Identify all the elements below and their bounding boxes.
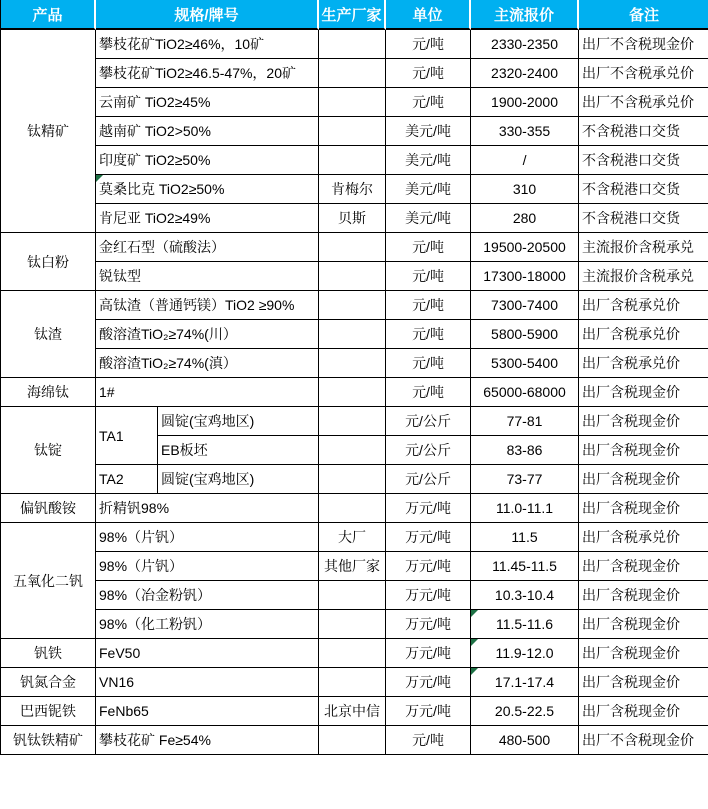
- cell-text: 11.9-12.0: [495, 645, 554, 661]
- table-row: [1, 407, 708, 436]
- price-cell: [471, 30, 579, 59]
- maker-cell: [319, 581, 386, 610]
- note-cell: [579, 88, 708, 117]
- note-cell: [579, 59, 708, 88]
- cell-text: 钛渣: [34, 326, 62, 342]
- cell-text: 攀枝花矿 Fe≥54%: [99, 732, 211, 748]
- price-cell: [471, 610, 579, 639]
- header-unit: 单位: [386, 0, 471, 30]
- price-cell: [471, 320, 579, 349]
- price-cell: [471, 465, 579, 494]
- cell-text: 出厂含税现金价: [582, 645, 681, 661]
- unit-cell: [386, 146, 471, 175]
- maker-cell: [319, 146, 386, 175]
- note-cell: [579, 204, 708, 233]
- cell-text: 出厂含税现金价: [582, 471, 681, 487]
- grade-cell: [96, 407, 158, 465]
- cell-text: 1900-2000: [491, 94, 558, 110]
- table-row: [1, 668, 708, 697]
- cell-text: 出厂含税现金价: [582, 616, 681, 632]
- header-price: 主流报价: [471, 0, 579, 30]
- spec-cell: [158, 465, 319, 494]
- spec-cell: [96, 726, 319, 755]
- unit-cell: [386, 349, 471, 378]
- cell-text: 98%（片钒）: [99, 558, 184, 574]
- cell-text: 万元/吨: [405, 558, 451, 574]
- unit-cell: [386, 378, 471, 407]
- price-cell: [471, 668, 579, 697]
- cell-text: 10.3-10.4: [494, 587, 555, 603]
- cell-text: 莫桑比克 TiO2≥50%: [99, 181, 225, 197]
- note-cell: [579, 175, 708, 204]
- table-header: [1, 0, 708, 30]
- unit-cell: [386, 262, 471, 291]
- cell-text: 肯尼亚 TiO2≥49%: [99, 210, 211, 226]
- note-cell: [579, 378, 708, 407]
- product-cell: [1, 697, 96, 726]
- maker-cell: [319, 494, 386, 523]
- table-row: [1, 726, 708, 755]
- cell-text: 不含税港口交货: [582, 181, 681, 197]
- cell-text: 万元/吨: [405, 500, 451, 516]
- unit-cell: [386, 726, 471, 755]
- grade-cell: [96, 465, 158, 494]
- cell-text: 元/吨: [412, 384, 444, 400]
- unit-cell: [386, 610, 471, 639]
- table-row: [1, 639, 708, 668]
- cell-text: 元/公斤: [405, 413, 451, 429]
- unit-cell: [386, 117, 471, 146]
- cell-text: 美元/吨: [405, 123, 451, 139]
- cell-text: 钛白粉: [27, 253, 69, 270]
- cell-text: 7300-7400: [491, 297, 558, 313]
- cell-text: 万元/吨: [405, 587, 451, 603]
- header-product: 产品: [1, 0, 96, 30]
- unit-cell: [386, 30, 471, 59]
- note-cell: [579, 146, 708, 175]
- cell-text: 98%（片钒）: [99, 529, 184, 545]
- cell-text: 元/吨: [412, 297, 444, 313]
- cell-text: 肯梅尔: [331, 181, 374, 197]
- cell-text: 攀枝花矿TiO2≥46.5-47%，20矿: [99, 65, 297, 81]
- price-cell: [471, 349, 579, 378]
- maker-cell: [319, 639, 386, 668]
- spec-cell: [96, 175, 319, 204]
- table-row: [1, 320, 708, 349]
- spec-cell: [96, 30, 319, 59]
- cell-text: 出厂不含税现金价: [582, 732, 695, 748]
- cell-text: 77-81: [506, 413, 543, 429]
- cell-text: 65000-68000: [483, 384, 566, 400]
- price-cell: [471, 291, 579, 320]
- cell-text: 310: [512, 181, 537, 197]
- cell-text: 钒氮合金: [20, 674, 76, 690]
- maker-cell: [319, 262, 386, 291]
- table-row: [1, 349, 708, 378]
- maker-cell: [319, 291, 386, 320]
- cell-text: 出厂不含税承兑价: [582, 94, 695, 110]
- cell-text: 元/吨: [412, 355, 444, 371]
- product-cell: [1, 494, 96, 523]
- cell-text: 万元/吨: [405, 616, 451, 632]
- cell-text: FeV50: [99, 645, 141, 661]
- maker-cell: [319, 117, 386, 146]
- cell-text: 出厂含税现金价: [582, 500, 681, 516]
- note-cell: [579, 697, 708, 726]
- cell-text: 330-355: [498, 123, 551, 139]
- maker-cell: [319, 175, 386, 204]
- note-cell: [579, 349, 708, 378]
- note-cell: [579, 494, 708, 523]
- spec-cell: [96, 697, 319, 726]
- price-cell: [471, 59, 579, 88]
- price-cell: [471, 523, 579, 552]
- cell-text: 11.0-11.1: [495, 500, 554, 516]
- cell-text: 出厂不含税现金价: [582, 36, 695, 52]
- cell-text: 280: [512, 210, 537, 226]
- cell-text: 出厂不含税承兑价: [582, 65, 695, 81]
- product-cell: [1, 30, 96, 233]
- product-cell: [1, 291, 96, 378]
- note-cell: [579, 407, 708, 436]
- table-row: [1, 175, 708, 204]
- cell-text: 五氧化二钒: [13, 572, 83, 589]
- note-cell: [579, 726, 708, 755]
- cell-text: 出厂含税现金价: [582, 442, 681, 458]
- comment-indicator-icon: [471, 639, 478, 646]
- spec-cell: [96, 552, 319, 581]
- cell-text: 贝斯: [338, 210, 367, 226]
- price-cell: [471, 581, 579, 610]
- note-cell: [579, 465, 708, 494]
- cell-text: 酸溶渣TiO₂≥74%(川）: [99, 326, 237, 342]
- spec-cell: [96, 204, 319, 233]
- table-row: [1, 378, 708, 407]
- cell-text: 元/吨: [412, 239, 444, 255]
- unit-cell: [386, 436, 471, 465]
- cell-text: 11.5-11.6: [495, 616, 554, 632]
- cell-text: VN16: [99, 674, 135, 690]
- price-table-body: [1, 30, 708, 755]
- maker-cell: [319, 436, 386, 465]
- cell-text: 万元/吨: [405, 529, 451, 545]
- note-cell: [579, 117, 708, 146]
- cell-text: 元/吨: [412, 36, 444, 52]
- spec-cell: [96, 494, 319, 523]
- cell-text: TA1: [99, 427, 124, 444]
- spec-cell: [96, 146, 319, 175]
- cell-text: FeNb65: [99, 703, 149, 719]
- comment-indicator-icon: [96, 175, 103, 182]
- maker-cell: [319, 552, 386, 581]
- cell-text: 金红石型（硫酸法）: [99, 239, 225, 255]
- cell-text: 圆锭(宝鸡地区): [161, 413, 255, 429]
- cell-text: 480-500: [498, 732, 551, 748]
- spec-cell: [96, 291, 319, 320]
- cell-text: 5300-5400: [491, 355, 558, 371]
- table-row: [1, 30, 708, 59]
- unit-cell: [386, 291, 471, 320]
- maker-cell: [319, 668, 386, 697]
- price-cell: [471, 726, 579, 755]
- cell-text: 不含税港口交货: [582, 152, 681, 168]
- table-row: [1, 146, 708, 175]
- maker-cell: [319, 610, 386, 639]
- cell-text: 圆锭(宝鸡地区): [161, 471, 255, 487]
- table-row: [1, 59, 708, 88]
- unit-cell: [386, 523, 471, 552]
- unit-cell: [386, 59, 471, 88]
- cell-text: 出厂含税现金价: [582, 558, 681, 574]
- cell-text: 出厂含税承兑价: [582, 355, 681, 371]
- price-cell: [471, 639, 579, 668]
- price-cell: [471, 146, 579, 175]
- cell-text: 元/吨: [412, 326, 444, 342]
- cell-text: 钛精矿: [27, 123, 69, 139]
- maker-cell: [319, 349, 386, 378]
- note-cell: [579, 523, 708, 552]
- table-row: [1, 204, 708, 233]
- maker-cell: [319, 726, 386, 755]
- cell-text: 印度矿 TiO2≥50%: [99, 152, 211, 168]
- product-cell: [1, 233, 96, 291]
- maker-cell: [319, 59, 386, 88]
- maker-cell: [319, 523, 386, 552]
- note-cell: [579, 30, 708, 59]
- price-cell: [471, 204, 579, 233]
- note-cell: [579, 233, 708, 262]
- cell-text: 17.1-17.4: [494, 674, 555, 690]
- cell-text: 折精钒98%: [99, 500, 170, 516]
- price-cell: [471, 436, 579, 465]
- spec-cell: [96, 610, 319, 639]
- table-row: [1, 465, 708, 494]
- table-row: [1, 494, 708, 523]
- maker-cell: [319, 378, 386, 407]
- spec-cell: [96, 117, 319, 146]
- cell-text: 出厂含税现金价: [582, 674, 681, 690]
- cell-text: 北京中信: [324, 703, 381, 719]
- cell-text: 美元/吨: [405, 210, 451, 226]
- cell-text: 高钛渣（普通钙镁）TiO2 ≥90%: [99, 297, 295, 313]
- price-cell: [471, 552, 579, 581]
- header-note: 备注: [579, 0, 708, 30]
- unit-cell: [386, 697, 471, 726]
- cell-text: 98%（冶金粉钒）: [99, 587, 212, 603]
- cell-text: 98%（化工粉钒）: [99, 616, 212, 632]
- table-row: [1, 88, 708, 117]
- cell-text: 越南矿 TiO2>50%: [99, 123, 211, 139]
- cell-text: 出厂含税现金价: [582, 413, 681, 429]
- product-cell: [1, 407, 96, 494]
- table-row: [1, 117, 708, 146]
- product-cell: [1, 523, 96, 639]
- cell-text: 云南矿 TiO2≥45%: [99, 94, 211, 110]
- spec-cell: [96, 320, 319, 349]
- cell-text: 锐钛型: [99, 268, 141, 284]
- maker-cell: [319, 320, 386, 349]
- table-row: [1, 233, 708, 262]
- cell-text: 偏钒酸铵: [20, 500, 76, 516]
- cell-text: 元/公斤: [405, 471, 451, 487]
- price-cell: [471, 407, 579, 436]
- cell-text: /: [522, 152, 527, 168]
- spec-cell: [96, 349, 319, 378]
- cell-text: 美元/吨: [405, 181, 451, 197]
- table-row: [1, 552, 708, 581]
- cell-text: EB板坯: [161, 442, 208, 458]
- unit-cell: [386, 552, 471, 581]
- note-cell: [579, 610, 708, 639]
- product-cell: [1, 726, 96, 755]
- note-cell: [579, 668, 708, 697]
- cell-text: 美元/吨: [405, 152, 451, 168]
- product-cell: [1, 378, 96, 407]
- cell-text: 出厂含税承兑价: [582, 326, 681, 342]
- spec-cell: [158, 407, 319, 436]
- cell-text: 海绵钛: [27, 384, 69, 400]
- unit-cell: [386, 668, 471, 697]
- unit-cell: [386, 639, 471, 668]
- price-cell: [471, 233, 579, 262]
- cell-text: 出厂含税承兑价: [582, 297, 681, 313]
- table-row: [1, 523, 708, 552]
- cell-text: 万元/吨: [405, 674, 451, 690]
- table-row: [1, 291, 708, 320]
- note-cell: [579, 291, 708, 320]
- spec-cell: [96, 233, 319, 262]
- cell-text: 酸溶渣TiO₂≥74%(滇）: [99, 355, 237, 371]
- cell-text: TA2: [99, 471, 124, 487]
- product-cell: [1, 668, 96, 697]
- cell-text: 11.5: [511, 529, 538, 545]
- cell-text: 83-86: [506, 442, 543, 458]
- cell-text: 元/公斤: [405, 442, 451, 458]
- spec-cell: [96, 378, 319, 407]
- cell-text: 万元/吨: [405, 645, 451, 661]
- price-cell: [471, 494, 579, 523]
- table-row: [1, 262, 708, 291]
- spec-cell: [158, 436, 319, 465]
- note-cell: [579, 320, 708, 349]
- price-cell: [471, 88, 579, 117]
- price-cell: [471, 262, 579, 291]
- price-cell: [471, 378, 579, 407]
- cell-text: 出厂含税现金价: [582, 384, 681, 400]
- price-cell: [471, 175, 579, 204]
- spec-cell: [96, 581, 319, 610]
- header-row: [1, 0, 708, 30]
- cell-text: 钒铁: [34, 645, 62, 661]
- note-cell: [579, 639, 708, 668]
- cell-text: 钒钛铁精矿: [13, 732, 83, 748]
- maker-cell: [319, 233, 386, 262]
- maker-cell: [319, 465, 386, 494]
- table-row: [1, 610, 708, 639]
- cell-text: 主流报价含税承兑: [582, 268, 695, 284]
- header-spec: 规格/牌号: [96, 0, 319, 30]
- unit-cell: [386, 407, 471, 436]
- cell-text: 出厂含税现金价: [582, 703, 681, 719]
- price-cell: [471, 697, 579, 726]
- table-row: [1, 697, 708, 726]
- cell-text: 元/吨: [412, 732, 444, 748]
- spec-cell: [96, 668, 319, 697]
- cell-text: 大厂: [338, 529, 367, 545]
- cell-text: 钛锭: [34, 442, 62, 458]
- cell-text: 万元/吨: [405, 703, 451, 719]
- cell-text: 不含税港口交货: [582, 210, 681, 226]
- unit-cell: [386, 581, 471, 610]
- cell-text: 5800-5900: [491, 326, 558, 342]
- note-cell: [579, 436, 708, 465]
- price-cell: [471, 117, 579, 146]
- spec-cell: [96, 59, 319, 88]
- unit-cell: [386, 204, 471, 233]
- table-row: [1, 581, 708, 610]
- cell-text: 攀枝花矿TiO2≥46%，10矿: [99, 36, 265, 52]
- spec-cell: [96, 88, 319, 117]
- maker-cell: [319, 88, 386, 117]
- header-maker: 生产厂家: [319, 0, 386, 30]
- maker-cell: [319, 407, 386, 436]
- cell-text: 元/吨: [412, 65, 444, 81]
- cell-text: 20.5-22.5: [494, 703, 555, 719]
- cell-text: 出厂含税现金价: [582, 587, 681, 603]
- note-cell: [579, 581, 708, 610]
- unit-cell: [386, 233, 471, 262]
- unit-cell: [386, 88, 471, 117]
- cell-text: 1#: [99, 384, 115, 400]
- product-cell: [1, 639, 96, 668]
- cell-text: 2330-2350: [491, 36, 558, 52]
- cell-text: 73-77: [506, 471, 543, 487]
- cell-text: 11.45-11.5: [492, 558, 557, 574]
- note-cell: [579, 262, 708, 291]
- spec-cell: [96, 523, 319, 552]
- cell-text: 不含税港口交货: [582, 123, 681, 139]
- cell-text: 主流报价含税承兑: [582, 239, 695, 255]
- cell-text: 元/吨: [412, 94, 444, 110]
- maker-cell: [319, 30, 386, 59]
- cell-text: 其他厂家: [324, 558, 381, 574]
- cell-text: 19500-20500: [483, 239, 566, 255]
- cell-text: 出厂含税承兑价: [582, 529, 681, 545]
- cell-text: 2320-2400: [491, 65, 558, 81]
- spec-cell: [96, 262, 319, 291]
- cell-text: 元/吨: [412, 268, 444, 284]
- unit-cell: [386, 465, 471, 494]
- maker-cell: [319, 697, 386, 726]
- maker-cell: [319, 204, 386, 233]
- unit-cell: [386, 494, 471, 523]
- cell-text: 巴西铌铁: [20, 703, 76, 719]
- cell-text: 17300-18000: [483, 268, 566, 284]
- comment-indicator-icon: [471, 610, 478, 617]
- spec-cell: [96, 639, 319, 668]
- note-cell: [579, 552, 708, 581]
- unit-cell: [386, 175, 471, 204]
- unit-cell: [386, 320, 471, 349]
- comment-indicator-icon: [471, 668, 478, 675]
